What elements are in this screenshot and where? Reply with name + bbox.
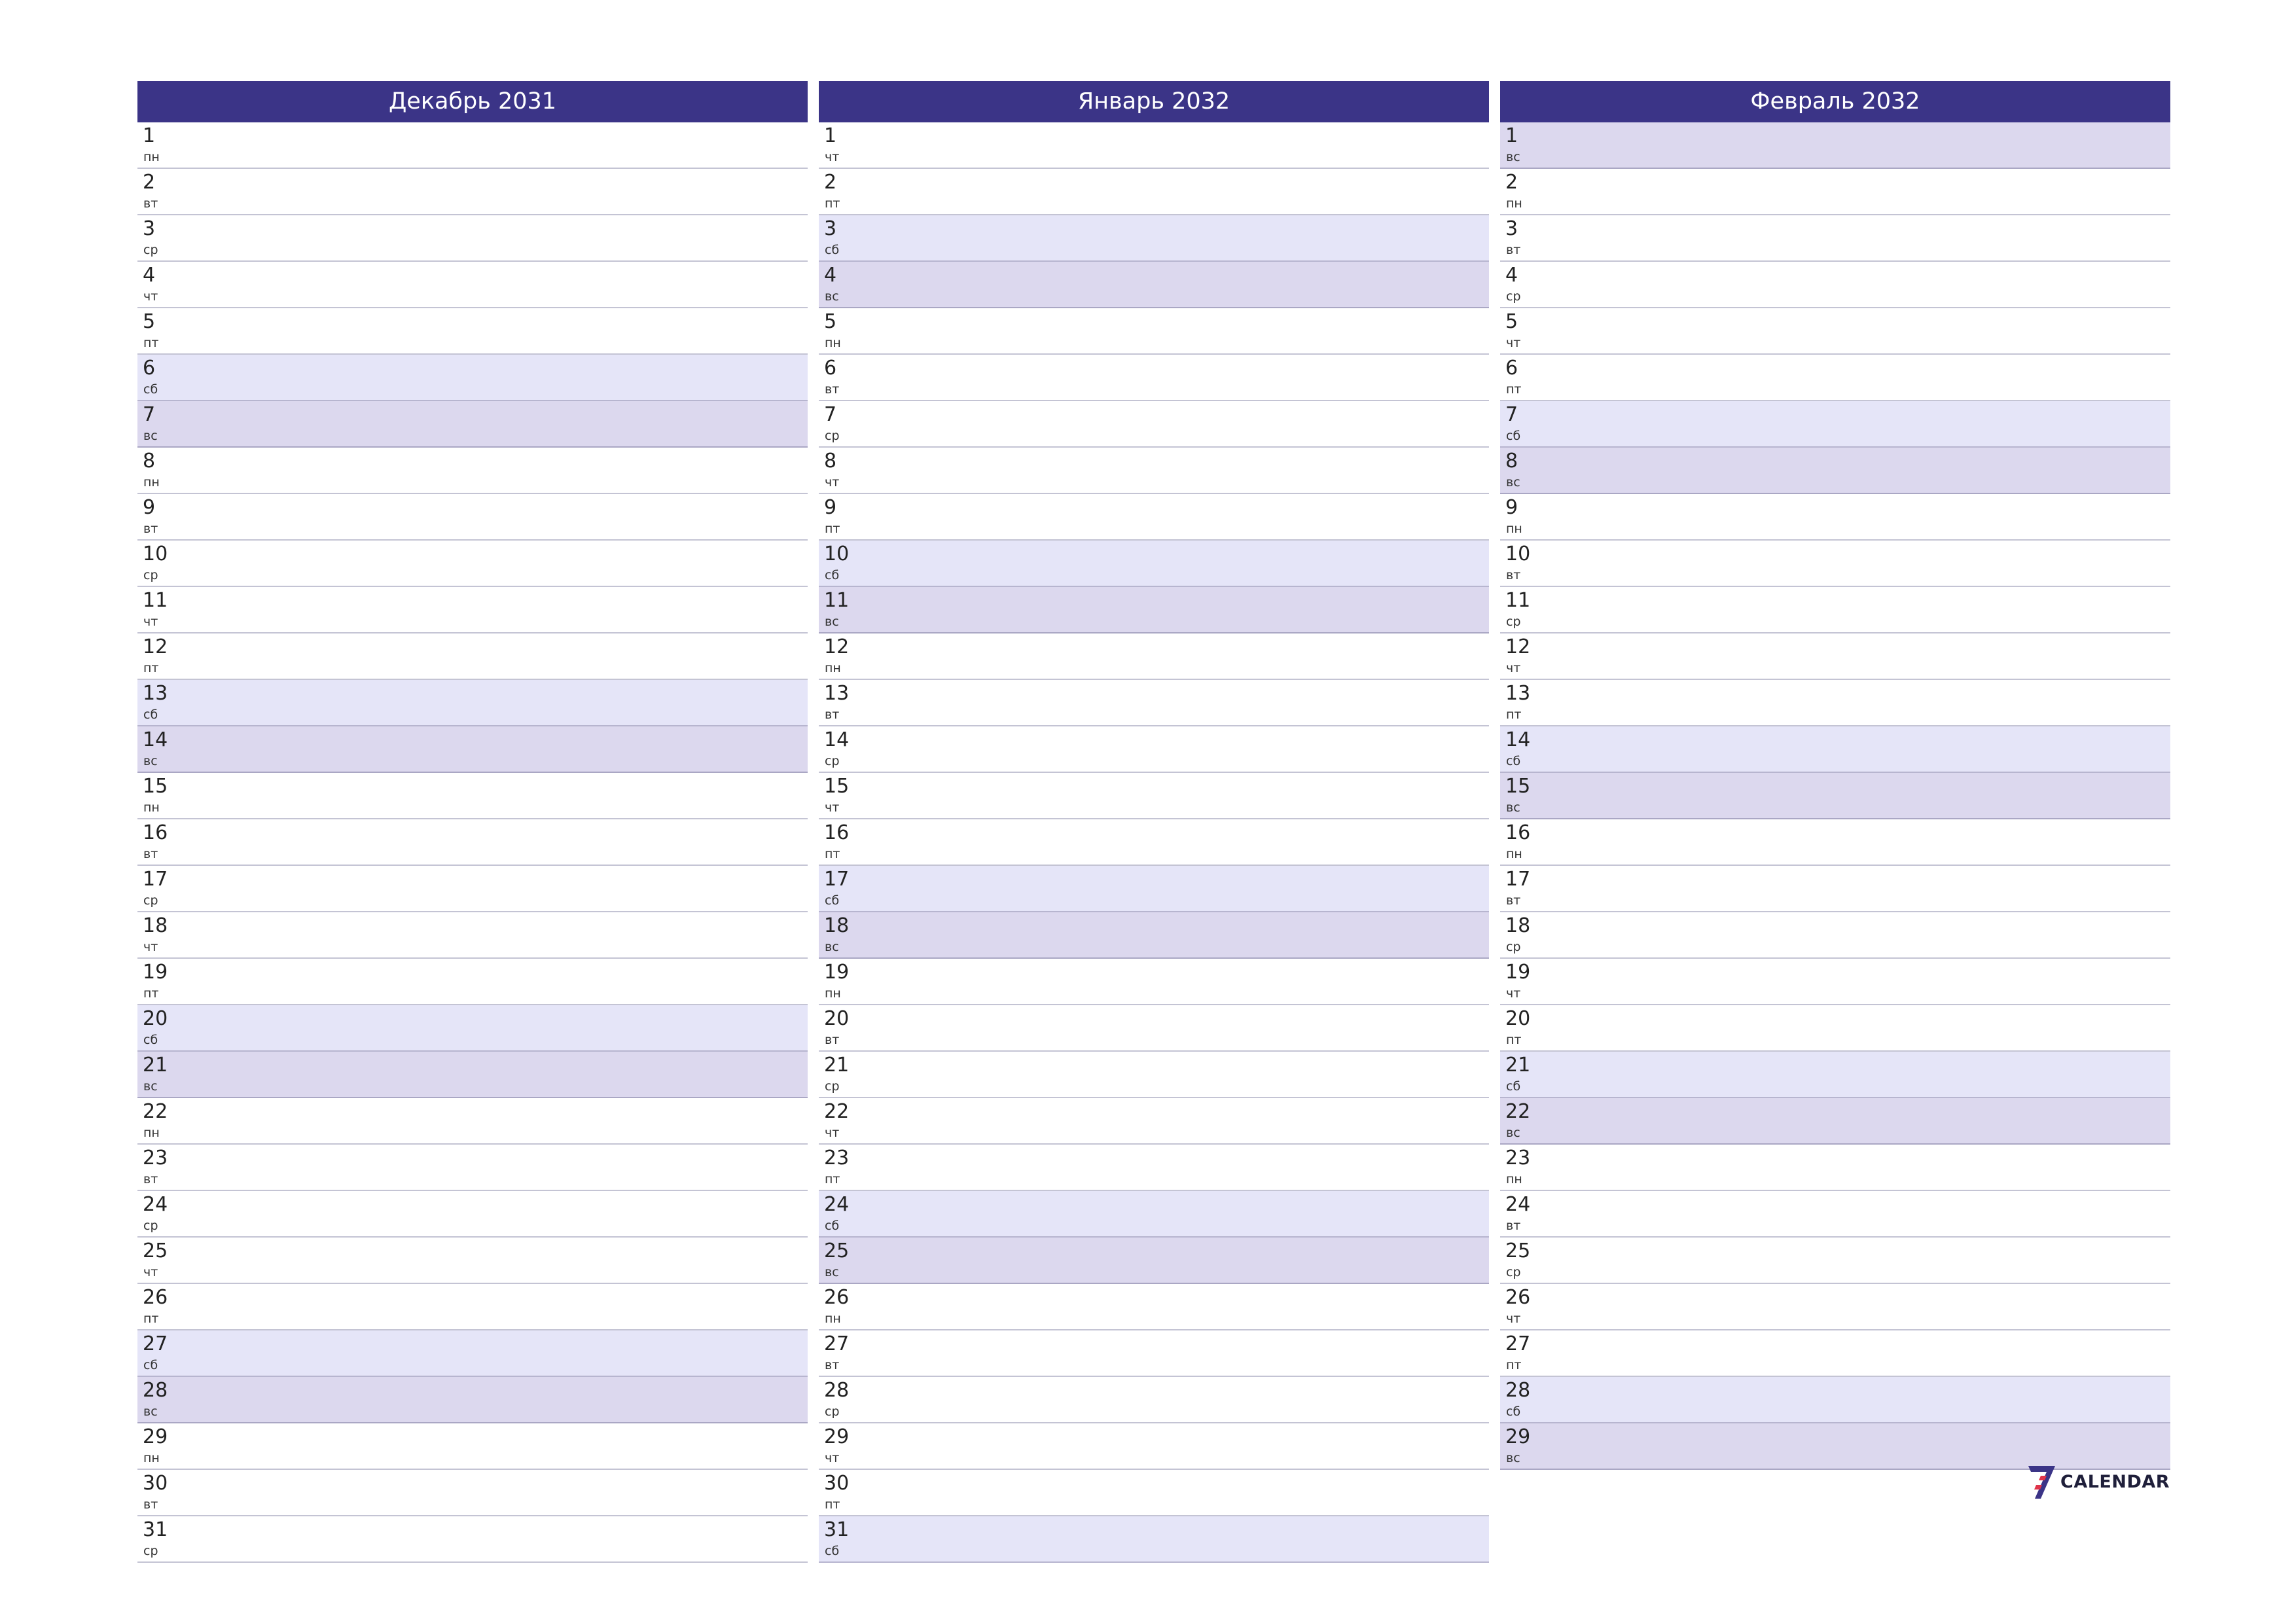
weekday-label: пн <box>143 1451 160 1465</box>
weekday-label: вс <box>1506 150 1520 164</box>
day-number: 9 <box>824 496 837 519</box>
day-number: 9 <box>1505 496 1518 519</box>
day-number: 24 <box>1505 1193 1531 1216</box>
day-row[interactable] <box>1500 448 2170 494</box>
day-row[interactable] <box>137 680 808 726</box>
day-row[interactable] <box>1500 773 2170 819</box>
day-row[interactable] <box>819 1516 1489 1563</box>
day-number: 4 <box>824 264 837 287</box>
day-row[interactable] <box>137 1516 808 1563</box>
weekday-label: чт <box>825 475 840 490</box>
weekday-label: ср <box>143 568 158 582</box>
day-number: 10 <box>824 543 850 565</box>
day-row[interactable] <box>819 122 1489 169</box>
weekday-label: вт <box>825 1033 840 1047</box>
day-row[interactable] <box>819 1098 1489 1145</box>
day-number: 11 <box>143 589 168 612</box>
day-number: 15 <box>1505 775 1531 798</box>
day-number: 5 <box>824 310 837 333</box>
day-number: 13 <box>824 682 850 705</box>
month-column <box>819 81 1489 1563</box>
day-row[interactable] <box>1500 866 2170 912</box>
weekday-label: сб <box>825 893 840 908</box>
day-row[interactable] <box>819 1145 1489 1191</box>
day-row[interactable] <box>819 401 1489 448</box>
day-number: 6 <box>143 357 156 380</box>
day-row[interactable] <box>819 355 1489 401</box>
day-number: 31 <box>824 1518 850 1541</box>
weekday-label: ср <box>143 893 158 908</box>
weekday-label: вт <box>1506 893 1521 908</box>
weekday-label: ср <box>825 1079 840 1094</box>
weekday-label: чт <box>825 800 840 815</box>
day-row[interactable] <box>1500 355 2170 401</box>
day-number: 2 <box>1505 171 1518 194</box>
weekday-label: сб <box>1506 1404 1521 1419</box>
day-number: 8 <box>1505 450 1518 473</box>
weekday-label: ср <box>1506 1265 1521 1279</box>
weekday-label: чт <box>825 150 840 164</box>
day-row[interactable] <box>819 308 1489 355</box>
weekday-label: ср <box>1506 615 1521 629</box>
weekday-label: пт <box>143 661 159 675</box>
day-row[interactable] <box>1500 1284 2170 1330</box>
day-row[interactable] <box>137 726 808 773</box>
weekday-label: вт <box>825 1358 840 1372</box>
day-number: 15 <box>824 775 850 798</box>
day-number: 5 <box>143 310 156 333</box>
day-row[interactable] <box>1500 401 2170 448</box>
day-row[interactable] <box>137 215 808 262</box>
weekday-label: вт <box>825 382 840 397</box>
day-row[interactable] <box>819 541 1489 587</box>
weekday-label: сб <box>143 1033 158 1047</box>
weekday-label: вс <box>1506 800 1520 815</box>
day-number: 14 <box>1505 728 1531 751</box>
weekday-label: сб <box>1506 1079 1521 1094</box>
day-row[interactable] <box>137 633 808 680</box>
weekday-label: пн <box>1506 522 1522 536</box>
day-number: 3 <box>1505 217 1518 240</box>
day-row[interactable] <box>819 262 1489 308</box>
weekday-label: чт <box>1506 336 1521 350</box>
day-row[interactable] <box>137 819 808 866</box>
weekday-label: вс <box>1506 1126 1520 1140</box>
day-number: 22 <box>824 1100 850 1123</box>
day-row[interactable] <box>1500 1238 2170 1284</box>
weekday-label: чт <box>825 1126 840 1140</box>
weekday-label: пн <box>1506 847 1522 861</box>
weekday-label: ср <box>825 1404 840 1419</box>
weekday-label: вт <box>1506 243 1521 257</box>
weekday-label: вт <box>143 1172 158 1186</box>
day-row[interactable] <box>1500 680 2170 726</box>
day-number: 1 <box>143 124 156 147</box>
day-row[interactable] <box>819 1423 1489 1470</box>
weekday-label: пт <box>1506 382 1522 397</box>
day-number: 27 <box>143 1332 168 1355</box>
day-number: 25 <box>143 1240 168 1262</box>
weekday-label: ср <box>1506 289 1521 304</box>
weekday-label: пт <box>825 847 840 861</box>
day-number: 23 <box>824 1147 850 1169</box>
day-number: 3 <box>824 217 837 240</box>
day-number: 30 <box>824 1472 850 1495</box>
day-number: 12 <box>143 635 168 658</box>
month-column <box>1500 81 2170 1470</box>
day-number: 19 <box>143 961 168 984</box>
weekday-label: вт <box>1506 568 1521 582</box>
day-number: 30 <box>143 1472 168 1495</box>
weekday-label: ср <box>1506 940 1521 954</box>
day-row[interactable] <box>819 1238 1489 1284</box>
day-number: 3 <box>143 217 156 240</box>
weekday-label: чт <box>1506 661 1521 675</box>
day-number: 24 <box>143 1193 168 1216</box>
weekday-label: вс <box>143 754 158 768</box>
day-row[interactable] <box>1500 308 2170 355</box>
weekday-label: вс <box>825 1265 839 1279</box>
day-number: 15 <box>143 775 168 798</box>
day-number: 1 <box>824 124 837 147</box>
weekday-label: сб <box>825 1219 840 1233</box>
day-row[interactable] <box>137 448 808 494</box>
day-row[interactable] <box>137 1423 808 1470</box>
day-number: 12 <box>1505 635 1531 658</box>
weekday-label: пн <box>1506 1172 1522 1186</box>
day-row[interactable] <box>137 1005 808 1052</box>
weekday-label: пт <box>1506 707 1522 722</box>
day-row[interactable] <box>137 401 808 448</box>
day-number: 20 <box>143 1007 168 1030</box>
day-row[interactable] <box>1500 1052 2170 1098</box>
day-number: 21 <box>1505 1054 1531 1077</box>
weekday-label: вс <box>1506 475 1520 490</box>
weekday-label: пн <box>825 1311 841 1326</box>
weekday-label: чт <box>143 940 158 954</box>
day-number: 14 <box>143 728 168 751</box>
day-number: 26 <box>1505 1286 1531 1309</box>
weekday-label: пт <box>825 1172 840 1186</box>
day-row[interactable] <box>819 1052 1489 1098</box>
day-row[interactable] <box>819 959 1489 1005</box>
weekday-label: вт <box>143 196 158 211</box>
weekday-label: пн <box>143 475 160 490</box>
day-number: 24 <box>824 1193 850 1216</box>
day-row[interactable] <box>137 355 808 401</box>
day-number: 27 <box>824 1332 850 1355</box>
day-row[interactable] <box>819 448 1489 494</box>
day-row[interactable] <box>1500 262 2170 308</box>
weekday-label: ср <box>143 1544 158 1558</box>
weekday-label: вт <box>143 847 158 861</box>
day-row[interactable] <box>1500 633 2170 680</box>
day-number: 10 <box>1505 543 1531 565</box>
day-row[interactable] <box>819 680 1489 726</box>
day-row[interactable] <box>819 819 1489 866</box>
day-number: 17 <box>824 868 850 891</box>
day-row[interactable] <box>819 1191 1489 1238</box>
day-number: 6 <box>1505 357 1518 380</box>
weekday-label: сб <box>825 568 840 582</box>
day-number: 12 <box>824 635 850 658</box>
day-number: 20 <box>824 1007 850 1030</box>
weekday-label: чт <box>1506 1311 1521 1326</box>
day-number: 22 <box>143 1100 168 1123</box>
weekday-label: пт <box>143 986 159 1001</box>
day-number: 26 <box>143 1286 168 1309</box>
day-row[interactable] <box>137 959 808 1005</box>
day-row[interactable] <box>137 866 808 912</box>
day-row[interactable] <box>137 1284 808 1330</box>
weekday-label: вс <box>1506 1451 1520 1465</box>
weekday-label: ср <box>143 243 158 257</box>
brand-logo[interactable] <box>2026 1463 2170 1500</box>
day-row[interactable] <box>1500 494 2170 541</box>
day-row[interactable] <box>819 1377 1489 1423</box>
weekday-label: пн <box>825 336 841 350</box>
day-row[interactable] <box>137 169 808 215</box>
weekday-label: пт <box>1506 1033 1522 1047</box>
day-number: 14 <box>824 728 850 751</box>
day-row[interactable] <box>137 1470 808 1516</box>
day-row[interactable] <box>819 587 1489 633</box>
day-row[interactable] <box>1500 726 2170 773</box>
day-number: 16 <box>143 821 168 844</box>
day-number: 11 <box>824 589 850 612</box>
weekday-label: вс <box>143 1404 158 1419</box>
weekday-label: чт <box>825 1451 840 1465</box>
day-number: 16 <box>824 821 850 844</box>
day-number: 18 <box>1505 914 1531 937</box>
day-row[interactable] <box>1500 1145 2170 1191</box>
day-row[interactable] <box>1500 1377 2170 1423</box>
month-title: Декабрь 2031 <box>137 81 808 122</box>
day-number: 7 <box>824 403 837 426</box>
day-row[interactable] <box>819 1330 1489 1377</box>
weekday-label: пт <box>825 1497 840 1512</box>
month-column <box>137 81 808 1563</box>
day-row[interactable] <box>1500 1191 2170 1238</box>
weekday-label: сб <box>143 382 158 397</box>
day-number: 21 <box>143 1054 168 1077</box>
day-row[interactable] <box>137 1052 808 1098</box>
seven-logo-icon <box>2026 1463 2056 1500</box>
day-row[interactable] <box>1500 122 2170 169</box>
day-row[interactable] <box>137 1191 808 1238</box>
day-row[interactable] <box>819 169 1489 215</box>
day-row[interactable] <box>137 1377 808 1423</box>
weekday-label: чт <box>1506 986 1521 1001</box>
weekday-label: вс <box>143 1079 158 1094</box>
weekday-label: сб <box>143 1358 158 1372</box>
day-row[interactable] <box>137 1098 808 1145</box>
day-row[interactable] <box>819 633 1489 680</box>
day-number: 26 <box>824 1286 850 1309</box>
weekday-label: вс <box>825 940 839 954</box>
day-number: 23 <box>1505 1147 1531 1169</box>
day-number: 28 <box>824 1379 850 1402</box>
weekday-label: пн <box>143 150 160 164</box>
day-number: 29 <box>824 1425 850 1448</box>
month-title: Февраль 2032 <box>1500 81 2170 122</box>
day-row[interactable] <box>137 308 808 355</box>
day-number: 27 <box>1505 1332 1531 1355</box>
day-row[interactable] <box>1500 169 2170 215</box>
day-row[interactable] <box>1500 1330 2170 1377</box>
day-row[interactable] <box>137 912 808 959</box>
day-number: 17 <box>143 868 168 891</box>
day-row[interactable] <box>137 1145 808 1191</box>
weekday-label: пн <box>825 661 841 675</box>
day-row[interactable] <box>819 773 1489 819</box>
weekday-label: пт <box>1506 1358 1522 1372</box>
weekday-label: вт <box>143 522 158 536</box>
day-number: 8 <box>143 450 156 473</box>
day-number: 7 <box>143 403 156 426</box>
day-row[interactable] <box>137 587 808 633</box>
day-row[interactable] <box>819 726 1489 773</box>
day-number: 8 <box>824 450 837 473</box>
day-number: 13 <box>1505 682 1531 705</box>
day-number: 19 <box>1505 961 1531 984</box>
day-number: 29 <box>1505 1425 1531 1448</box>
day-number: 16 <box>1505 821 1531 844</box>
day-row[interactable] <box>137 262 808 308</box>
day-number: 10 <box>143 543 168 565</box>
day-number: 19 <box>824 961 850 984</box>
day-number: 22 <box>1505 1100 1531 1123</box>
weekday-label: чт <box>143 615 158 629</box>
day-number: 17 <box>1505 868 1531 891</box>
weekday-label: пн <box>143 1126 160 1140</box>
day-number: 28 <box>143 1379 168 1402</box>
weekday-label: вт <box>825 707 840 722</box>
day-number: 23 <box>143 1147 168 1169</box>
logo-text: CALENDAR <box>2060 1471 2170 1492</box>
weekday-label: пт <box>143 1311 159 1326</box>
day-number: 5 <box>1505 310 1518 333</box>
weekday-label: вс <box>143 429 158 443</box>
day-row[interactable] <box>819 912 1489 959</box>
weekday-label: пн <box>143 800 160 815</box>
day-number: 28 <box>1505 1379 1531 1402</box>
day-number: 18 <box>824 914 850 937</box>
day-row[interactable] <box>137 773 808 819</box>
day-number: 25 <box>824 1240 850 1262</box>
weekday-label: пн <box>825 986 841 1001</box>
day-number: 11 <box>1505 589 1531 612</box>
day-number: 20 <box>1505 1007 1531 1030</box>
weekday-label: вс <box>825 615 839 629</box>
day-number: 4 <box>143 264 156 287</box>
day-number: 2 <box>824 171 837 194</box>
weekday-label: пт <box>143 336 159 350</box>
weekday-label: чт <box>143 1265 158 1279</box>
weekday-label: вт <box>143 1497 158 1512</box>
weekday-label: ср <box>825 429 840 443</box>
weekday-label: пт <box>825 522 840 536</box>
weekday-label: сб <box>1506 754 1521 768</box>
day-number: 21 <box>824 1054 850 1077</box>
day-row[interactable] <box>819 1470 1489 1516</box>
weekday-label: сб <box>143 707 158 722</box>
day-number: 29 <box>143 1425 168 1448</box>
day-row[interactable] <box>1500 215 2170 262</box>
day-number: 2 <box>143 171 156 194</box>
day-row[interactable] <box>819 1005 1489 1052</box>
day-row[interactable] <box>819 866 1489 912</box>
day-number: 4 <box>1505 264 1518 287</box>
day-row[interactable] <box>137 1238 808 1284</box>
day-row[interactable] <box>1500 1005 2170 1052</box>
weekday-label: вс <box>825 289 839 304</box>
weekday-label: ср <box>143 1219 158 1233</box>
month-title: Январь 2032 <box>819 81 1489 122</box>
weekday-label: пт <box>825 196 840 211</box>
day-row[interactable] <box>1500 819 2170 866</box>
weekday-label: ср <box>825 754 840 768</box>
day-row[interactable] <box>1500 959 2170 1005</box>
day-row[interactable] <box>1500 541 2170 587</box>
day-row[interactable] <box>137 1330 808 1377</box>
weekday-label: чт <box>143 289 158 304</box>
day-row[interactable] <box>1500 912 2170 959</box>
day-row[interactable] <box>1500 587 2170 633</box>
day-row[interactable] <box>137 541 808 587</box>
weekday-label: вт <box>1506 1219 1521 1233</box>
weekday-label: сб <box>1506 429 1521 443</box>
day-number: 25 <box>1505 1240 1531 1262</box>
weekday-label: сб <box>825 1544 840 1558</box>
weekday-label: пн <box>1506 196 1522 211</box>
day-row[interactable] <box>1500 1098 2170 1145</box>
day-number: 7 <box>1505 403 1518 426</box>
day-row[interactable] <box>819 1284 1489 1330</box>
day-number: 13 <box>143 682 168 705</box>
day-number: 9 <box>143 496 156 519</box>
day-number: 18 <box>143 914 168 937</box>
weekday-label: сб <box>825 243 840 257</box>
day-row[interactable] <box>819 215 1489 262</box>
day-number: 1 <box>1505 124 1518 147</box>
day-row[interactable] <box>137 494 808 541</box>
day-number: 31 <box>143 1518 168 1541</box>
day-row[interactable] <box>819 494 1489 541</box>
day-number: 6 <box>824 357 837 380</box>
day-row[interactable] <box>137 122 808 169</box>
